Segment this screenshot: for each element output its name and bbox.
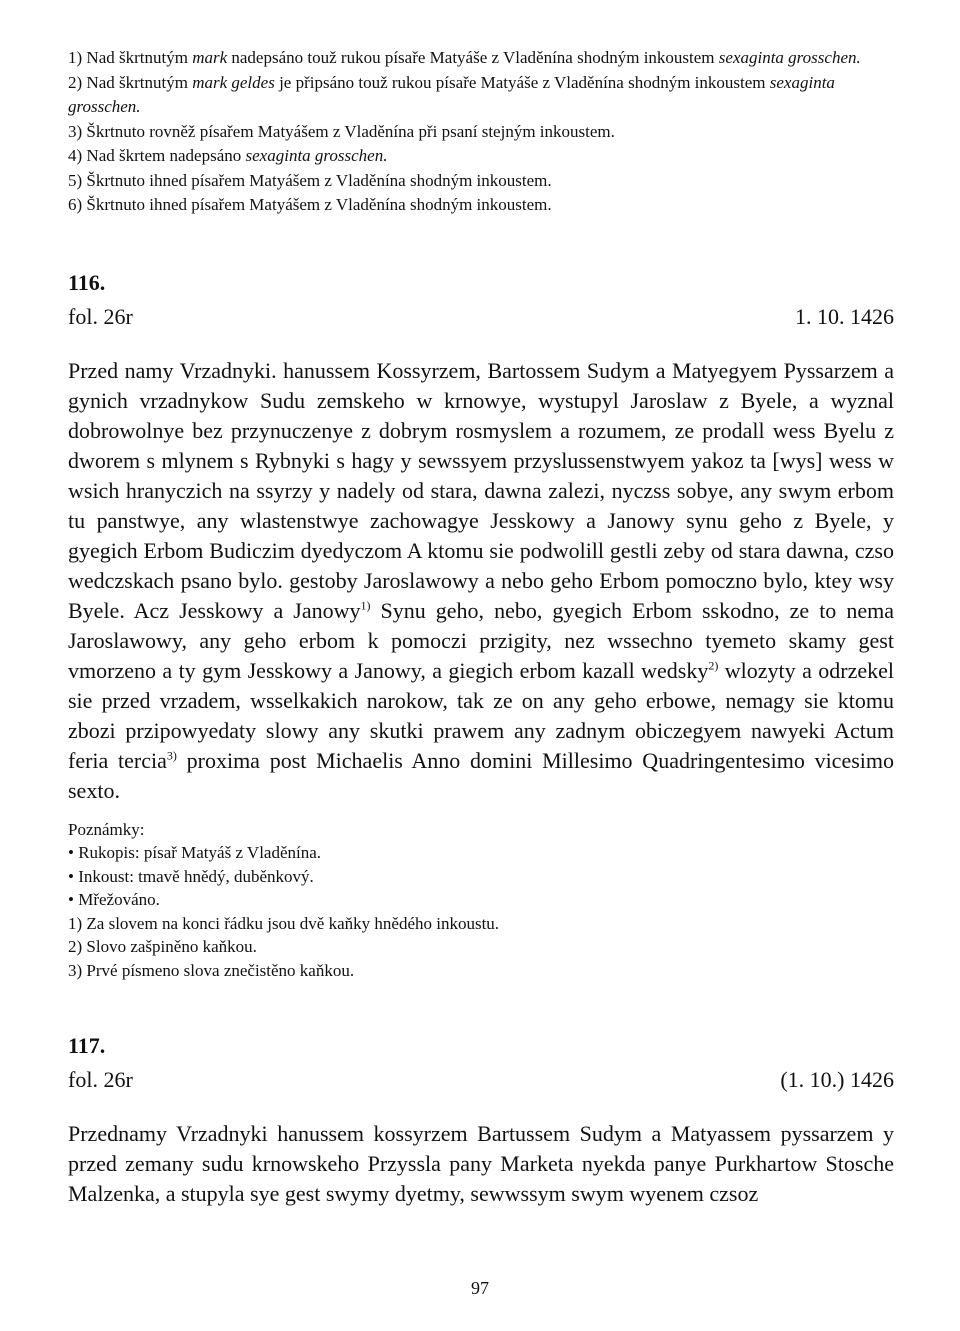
note-item: 2) Slovo zašpiněno kaňkou. <box>68 937 257 956</box>
footnote: 4) Nad škrtem nadepsáno sexaginta grosschen. <box>68 146 388 165</box>
top-footnotes <box>68 46 894 218</box>
folio-row <box>68 303 894 331</box>
notes-heading: Poznámky: <box>68 819 145 839</box>
footnote: 5) Škrtnuto ihned písařem Matyášem z Vladěnína shodným inkoustem. <box>68 170 552 190</box>
note-item: • Inkoust: tmavě hnědý, duběnkový. <box>68 866 314 886</box>
entry-number: 117. <box>68 1033 106 1058</box>
entry-text: Przednamy Vrzadnyki hanussem kossyrzem Bartussem Sudym a Matyassem pyssarzem y przed zemany sudu krnowskeho Przyssla pany Marketa nyekda panye Purkhartow Stosche Malzenka, a stupyla sye gest swymy dyetmy, sewwssym swym wyenem czsoz <box>68 1121 894 1206</box>
footnote-ref: 2) <box>708 658 719 673</box>
note-item: 3) Prvé písmeno slova znečistěno kaňkou. <box>68 960 355 980</box>
page-content <box>68 46 894 1209</box>
entry-116 <box>68 269 894 983</box>
footnote: 1) Nad škrtnutým mark nadepsáno touž rukou písaře Matyáše z Vladěnína shodným inkoustem sexaginta grosschen. <box>68 48 861 67</box>
footnote-ref: 1) <box>360 598 371 613</box>
note-item: 1) Za slovem na konci řádku jsou dvě kaňky hnědého inkoustu. <box>68 913 500 933</box>
entry-number: 116. <box>68 269 106 295</box>
entry-text: Przed namy Vrzadnyki. hanussem Kossyrzem, Bartossem Sudym a Matyegyem Pyssarzem a gynich vrzadnykow Sudu zemskeho w krnowye, wystupyl Jaroslaw z Byele, a wyznal dobrowolnye bez przynuczenye z dobrym rosmyslem a rozumem, ze prodall wess Byelu z dworem s mlynem s Rybnyki s hagy y sewssyem przyslussenstwyem yakoz ta [wys] wess w wsich hranyczich na ssyrzy y nadely od stara, dawna zalezi, nyczss sobye, any swym erbom tu panstwye, any wlastenstwye zachowagye Jesskowy a Janowy synu geho z Byele, y gyegich Erbom Budiczim dyedyczom A ktomu sie podwolill gestli zeby od stara dawna, czso wedczskach psano bylo. gestoby Jaroslawowy a nebo geho Erbom pomoczno bylo, ktey wsy Byele. Acz Jesskowy a Janowy$^{1)}$ Synu geho, nebo, gyegich Erbom sskodno, ze to nema Jaroslawowy, any geho erbom k pomoczi przigity, nez wssechno tyemeto skamy gest vmorzeno a ty gym Jesskowy a Janowy, a giegich erbom kazall wedsky$^{2)}$ wlozyty a odrzekel sie przed vrzadem, wsselkakich narokow, tak ze on any geho erbowe, nemagy sie ktomu zbozi przipowyedaty slowy any skutki prawem any zadnym obiczegyem nawyeki Actum feria tercia$^{3)}$ proxima post Michaelis Anno domini Millesimo Quadringentesimo vicesimo sexto. <box>68 357 894 803</box>
note-item: • Mřežováno. <box>68 890 160 909</box>
folio: fol. 26r <box>68 1067 133 1092</box>
folio-row <box>68 1066 894 1094</box>
footnote: 6) Škrtnuto ihned písařem Matyášem z Vladěnína shodným inkoustem. <box>68 195 552 214</box>
notes <box>68 818 894 983</box>
entry-date: (1. 10.) 1426 <box>780 1067 894 1092</box>
entry-date: 1. 10. 1426 <box>795 303 894 329</box>
footnote: 2) Nad škrtnutým mark geldes je připsáno touž rukou písaře Matyáše z Vladěnína shodným inkoustem sexaginta grosschen. <box>68 72 835 116</box>
note-item: • Rukopis: písař Matyáš z Vladěnína. <box>68 843 322 862</box>
page-number: 97 <box>471 1278 489 1298</box>
footnote: 3) Škrtnuto rovněž písařem Matyášem z Vladěnína při psaní stejným inkoustem. <box>68 121 615 141</box>
folio: fol. 26r <box>68 303 133 329</box>
footnote-ref: 3) <box>166 748 177 763</box>
entry-117 <box>68 1032 894 1209</box>
